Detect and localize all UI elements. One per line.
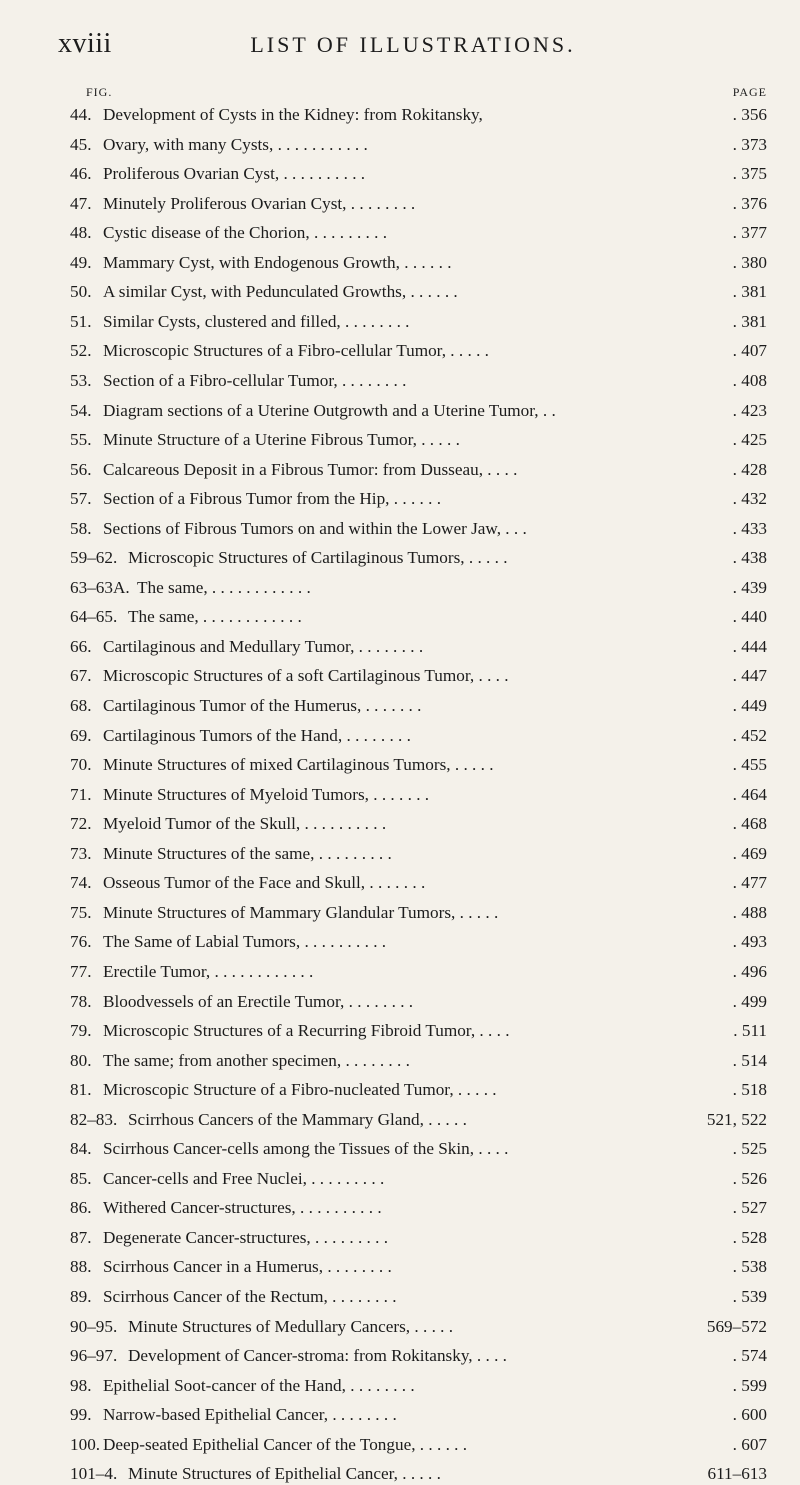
list-item — [0, 458, 800, 481]
figure-number: 86. — [70, 1198, 92, 1218]
figure-number: 87. — [70, 1227, 92, 1247]
page-number: . 600 — [732, 1405, 767, 1425]
page-number: . 381 — [732, 282, 767, 302]
page-number: . 439 — [732, 577, 767, 597]
figure-title: Section of a Fibrous Tumor from the Hip, . . . . . . — [103, 489, 442, 509]
figure-number: 46. — [70, 164, 92, 184]
figure-title: Withered Cancer-structures, . . . . . . . . . . — [103, 1198, 382, 1218]
figure-title: Scirrhous Cancers of the Mammary Gland, . . . . . — [128, 1109, 467, 1129]
list-item — [0, 310, 800, 333]
page-number: . 425 — [732, 430, 767, 450]
figure-number: 84. — [70, 1139, 92, 1159]
list-item — [0, 812, 800, 835]
list-item — [0, 192, 800, 215]
page-number: . 376 — [732, 193, 767, 213]
figure-title: Microscopic Structures of Cartilaginous Tumors, . . . . . — [128, 548, 508, 568]
list-item — [0, 1433, 800, 1456]
page-number: . 499 — [732, 991, 767, 1011]
figure-title: Microscopic Structures of a Recurring Fibroid Tumor, . . . . — [103, 1021, 510, 1041]
page-number: . 444 — [732, 636, 767, 656]
page-number: . 538 — [732, 1257, 767, 1277]
page-folio: xviii — [58, 28, 112, 59]
list-item — [0, 133, 800, 156]
list-item — [0, 162, 800, 185]
list-item — [0, 280, 800, 303]
page-number: . 381 — [732, 311, 767, 331]
figure-number: 69. — [70, 725, 92, 745]
figure-number: 85. — [70, 1168, 92, 1188]
figure-title: Scirrhous Cancer of the Rectum, . . . . . . . . — [103, 1287, 397, 1306]
list-item — [0, 664, 800, 687]
figure-number: 48. — [70, 223, 92, 243]
figure-number: 77. — [70, 961, 92, 981]
page-number: . 464 — [732, 784, 767, 804]
figure-title: Development of Cysts in the Kidney: from Rokitansky, — [103, 105, 483, 124]
figure-number: 81. — [70, 1080, 92, 1100]
list-item — [0, 901, 800, 924]
page-number: . 469 — [732, 843, 767, 863]
figure-number: 47. — [70, 193, 92, 213]
figure-title: Minute Structures of Mammary Glandular Tumors, . . . . . — [103, 902, 499, 922]
figure-title: Proliferous Ovarian Cyst, . . . . . . . . . . — [103, 164, 366, 184]
figure-title: Erectile Tumor, . . . . . . . . . . . . — [103, 961, 314, 981]
page-number: . 432 — [732, 489, 767, 509]
figure-number: 101–4. — [70, 1464, 118, 1484]
page-number: . 528 — [732, 1227, 767, 1247]
page-number: . 511 — [733, 1021, 767, 1041]
figure-title: Sections of Fibrous Tumors on and within the Lower Jaw, . . . — [103, 518, 527, 538]
figure-number: 99. — [70, 1405, 92, 1425]
figure-number: 89. — [70, 1287, 92, 1306]
figure-title: Minute Structures of mixed Cartilaginous Tumors, . . . . . — [103, 755, 494, 775]
list-item — [0, 1049, 800, 1072]
list-item — [0, 428, 800, 451]
figure-title: Narrow-based Epithelial Cancer, . . . . . . . . — [103, 1405, 397, 1425]
figure-title: Bloodvessels of an Erectile Tumor, . . . . . . . . — [103, 991, 414, 1011]
figure-title: Myeloid Tumor of the Skull, . . . . . . . . . . — [103, 814, 387, 834]
page-number: . 440 — [732, 607, 767, 627]
page-number: . 408 — [732, 370, 767, 390]
list-item — [0, 694, 800, 717]
list-item — [0, 1019, 800, 1042]
figure-title: Cancer-cells and Free Nuclei, . . . . . . . . . — [103, 1168, 385, 1188]
page-number: . 493 — [732, 932, 767, 952]
list-item — [0, 990, 800, 1013]
list-item — [0, 103, 800, 126]
list-item — [0, 1344, 800, 1367]
figure-title: Calcareous Deposit in a Fibrous Tumor: from Dusseau, . . . . — [103, 459, 518, 479]
list-item — [0, 221, 800, 244]
figure-title: Epithelial Soot-cancer of the Hand, . . . . . . . . — [103, 1375, 415, 1395]
figure-number: 71. — [70, 784, 92, 804]
page-number: . 526 — [732, 1168, 767, 1188]
page-number: . 477 — [732, 873, 767, 893]
figure-number: 78. — [70, 991, 92, 1011]
figure-title: Cartilaginous and Medullary Tumor, . . . . . . . . — [103, 636, 424, 656]
figure-number: 67. — [70, 666, 92, 686]
page-number: . 380 — [732, 252, 767, 272]
figure-title: Section of a Fibro-cellular Tumor, . . . . . . . . — [103, 370, 407, 390]
list-item — [0, 1462, 800, 1485]
list-item — [0, 1226, 800, 1249]
page-number: . 574 — [732, 1346, 767, 1366]
page-number: . 428 — [732, 459, 767, 479]
page-number: . 525 — [732, 1139, 767, 1159]
list-item — [0, 605, 800, 628]
page-number: . 407 — [732, 341, 767, 361]
figure-number: 76. — [70, 932, 92, 952]
figure-number: 64–65. — [70, 607, 118, 627]
page-number: . 455 — [732, 755, 767, 775]
list-item — [0, 399, 800, 422]
figure-title: Minutely Proliferous Ovarian Cyst, . . . . . . . . — [103, 193, 416, 213]
list-item — [0, 724, 800, 747]
page-number: . 527 — [732, 1198, 767, 1218]
list-item — [0, 1315, 800, 1338]
figure-title: Cartilaginous Tumor of the Humerus, . . . . . . . — [103, 696, 422, 715]
page-number: 569–572 — [706, 1316, 767, 1336]
figure-title: Minute Structure of a Uterine Fibrous Tumor, . . . . . — [103, 430, 460, 450]
figure-number: 53. — [70, 370, 92, 390]
figure-title: The same, . . . . . . . . . . . . — [128, 607, 302, 627]
page-number: . 539 — [732, 1287, 767, 1306]
list-item — [0, 517, 800, 540]
page-number: . 468 — [732, 814, 767, 834]
list-item — [0, 842, 800, 865]
list-item — [0, 339, 800, 362]
page-number: . 452 — [732, 725, 767, 745]
figure-title: Minute Structures of the same, . . . . . . . . . — [103, 843, 392, 863]
figure-number: 66. — [70, 636, 92, 656]
figure-title: Cartilaginous Tumors of the Hand, . . . . . . . . — [103, 725, 411, 745]
figure-title: The same; from another specimen, . . . . . . . . — [103, 1050, 410, 1070]
figure-number: 52. — [70, 341, 92, 361]
list-item — [0, 960, 800, 983]
figure-title: Microscopic Structure of a Fibro-nucleated Tumor, . . . . . — [103, 1080, 497, 1100]
figure-number: 54. — [70, 400, 92, 420]
figure-title: A similar Cyst, with Pedunculated Growths, . . . . . . — [103, 282, 458, 302]
page-number: . 607 — [732, 1434, 767, 1454]
page-number: . 433 — [732, 518, 767, 538]
figure-number: 44. — [70, 105, 92, 124]
page-number: . 447 — [732, 666, 767, 686]
figure-number: 56. — [70, 459, 92, 479]
figure-number: 98. — [70, 1375, 92, 1395]
figure-title: Scirrhous Cancer-cells among the Tissues of the Skin, . . . . — [103, 1139, 509, 1159]
figure-title: Diagram sections of a Uterine Outgrowth and a Uterine Tumor, . . — [103, 400, 556, 420]
figure-number: 50. — [70, 282, 92, 302]
figure-number: 55. — [70, 430, 92, 450]
running-title: LIST OF ILLUSTRATIONS. — [250, 32, 576, 57]
figure-number: 57. — [70, 489, 92, 509]
figure-number: 75. — [70, 902, 92, 922]
list-item — [0, 783, 800, 806]
list-item — [0, 251, 800, 274]
list-item — [0, 871, 800, 894]
figure-title: Minute Structures of Medullary Cancers, . . . . . — [128, 1316, 454, 1336]
list-item — [0, 1137, 800, 1160]
figure-title: The Same of Labial Tumors, . . . . . . . . . . — [103, 932, 387, 952]
page-number: . 496 — [732, 961, 767, 981]
figure-number: 72. — [70, 814, 92, 834]
page-number: . 373 — [732, 134, 767, 154]
page-number: . 488 — [732, 902, 767, 922]
list-item — [0, 1285, 800, 1308]
figure-number: 90–95. — [70, 1316, 118, 1336]
figure-title: Scirrhous Cancer in a Humerus, . . . . . . . . — [103, 1257, 392, 1277]
figure-title: Microscopic Structures of a Fibro-cellular Tumor, . . . . . — [103, 341, 489, 361]
list-item — [0, 1196, 800, 1219]
list-item — [0, 1167, 800, 1190]
page-number: 611–613 — [707, 1464, 767, 1484]
list-item — [0, 753, 800, 776]
figure-title: Degenerate Cancer-structures, . . . . . . . . . — [103, 1227, 389, 1247]
list-item — [0, 635, 800, 658]
page-column-heading: PAGE — [732, 85, 767, 99]
figure-title: Similar Cysts, clustered and filled, . . . . . . . . — [103, 311, 410, 331]
figure-title: Minute Structures of Myeloid Tumors, . . . . . . . — [103, 784, 430, 804]
figure-title: Minute Structures of Epithelial Cancer, . . . . . — [128, 1464, 441, 1484]
page-number: . 438 — [732, 548, 767, 568]
figure-number: 63–63A. — [70, 577, 130, 597]
list-item — [0, 487, 800, 510]
figure-number: 80. — [70, 1050, 92, 1070]
figure-number: 59–62. — [70, 548, 118, 568]
figure-number: 88. — [70, 1257, 92, 1277]
figure-number: 74. — [70, 873, 92, 893]
figure-title: Ovary, with many Cysts, . . . . . . . . . . . — [103, 134, 368, 154]
page-header — [58, 28, 768, 68]
page-number: . 423 — [732, 400, 767, 420]
page-number: . 518 — [732, 1080, 767, 1100]
figure-title: Mammary Cyst, with Endogenous Growth, . . . . . . — [103, 252, 452, 272]
figure-number: 49. — [70, 252, 92, 272]
figure-number: 82–83. — [70, 1109, 118, 1129]
figure-title: Osseous Tumor of the Face and Skull, . . . . . . . — [103, 873, 426, 893]
list-item — [0, 1374, 800, 1397]
page-number: . 356 — [732, 105, 767, 124]
figure-number: 73. — [70, 843, 92, 863]
fig-column-heading: FIG. — [86, 85, 113, 99]
list-item — [0, 1255, 800, 1278]
list-item — [0, 1108, 800, 1131]
list-item — [0, 369, 800, 392]
figure-number: 45. — [70, 134, 92, 154]
figure-number: 58. — [70, 518, 92, 538]
figure-title: Cystic disease of the Chorion, . . . . . . . . . — [103, 223, 388, 243]
figure-number: 96–97. — [70, 1346, 118, 1366]
figure-title: The same, . . . . . . . . . . . . — [137, 577, 311, 597]
figure-number: 70. — [70, 755, 92, 775]
figure-number: 68. — [70, 696, 92, 715]
figure-number: 79. — [70, 1021, 92, 1041]
page-number: . 375 — [732, 164, 767, 184]
figure-title: Deep-seated Epithelial Cancer of the Tongue, . . . . . . — [103, 1434, 468, 1454]
figure-title: Development of Cancer-stroma: from Rokitansky, . . . . — [128, 1346, 507, 1366]
list-item — [0, 930, 800, 953]
figure-number: 51. — [70, 311, 92, 331]
page-number: . 377 — [732, 223, 767, 243]
list-item — [0, 1078, 800, 1101]
page-number: 521, 522 — [706, 1109, 767, 1129]
page-number: . 449 — [732, 696, 767, 715]
page-number: . 514 — [732, 1050, 767, 1070]
figure-number: 100. — [70, 1434, 101, 1454]
figure-title: Microscopic Structures of a soft Cartilaginous Tumor, . . . . — [103, 666, 509, 686]
page-number: . 599 — [732, 1375, 767, 1395]
list-item — [0, 576, 800, 599]
list-item — [0, 546, 800, 569]
